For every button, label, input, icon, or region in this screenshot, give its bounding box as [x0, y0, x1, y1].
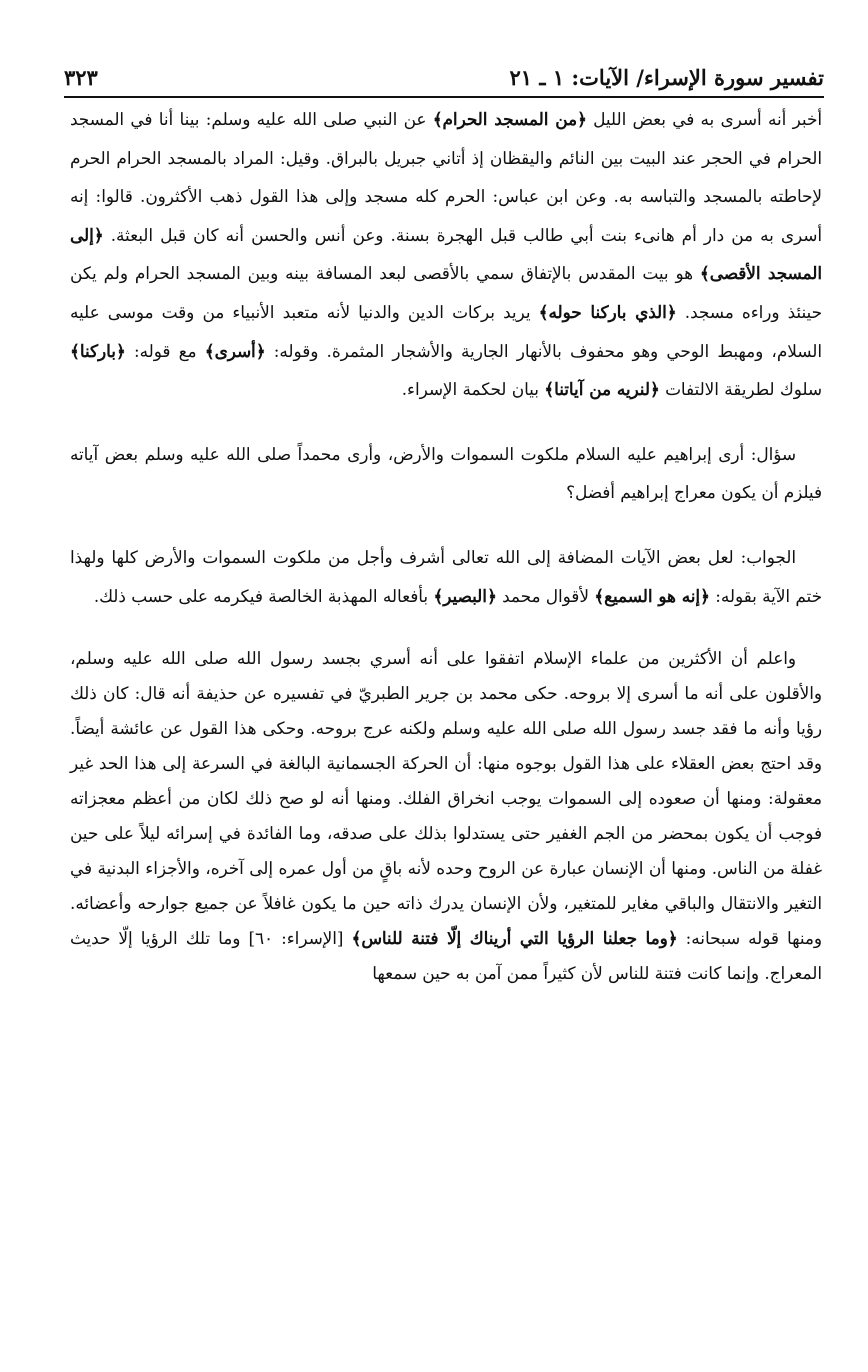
text-segment: بيان لحكمة الإسراء.	[401, 379, 545, 400]
text-segment: عن النبي صلى الله عليه وسلم: بينا أنا في المسجد الحرام في الحجر عند البيت بين النائم واليقظان إذ أتاني جبريل بالبراق. وقيل: المراد بالمسجد الحرام الحرم لإحاطته بالمسجد والتباسه به. وعن ابن عباس: الحرم كله مسجد وإلى هذا القول ذهب الأكثرون. قالوا: إنه أسرى به من دار أم هانىء بنت أبي طالب قبل الهجرة بسنة. وعن أنس والحسن أنه كان قبل البعثة.	[70, 109, 822, 245]
quran-quote: ﴿إنه هو السميع﴾	[594, 585, 710, 606]
text-segment: سؤال: أرى إبراهيم عليه السلام ملكوت السموات والأرض، وأرى محمداً صلى الله عليه وسلم بعض آياته فيلزم أن يكون معراج إبراهيم أفضل؟	[70, 443, 822, 503]
paragraph-answer	[70, 538, 822, 615]
quran-quote: ﴿الذي باركنا حوله﴾	[538, 301, 677, 322]
text-segment: واعلم أن الأكثرين من علماء الإسلام اتفقوا على أنه أسري بجسد رسول الله صلى الله عليه وسلم، والأقلون على أنه ما أسرى إلا بروحه. حكى محمد بن جرير الطبريّ في تفسيره عن حذيفة أنه قال: كان ذلك رؤيا وأنه ما فقد جسد رسول الله صلى الله عليه وسلم ولكنه عرج بروحه. وحكى هذا القول عن عائشة أيضاً. وقد احتج بعض العقلاء على هذا القول بوجوه منها: أن الحركة الجسمانية البالغة في السرعة إلى هذا الحد غير معقولة: ومنها أن صعوده إلى السموات يوجب انخراق الفلك. ومنها أنه لو صح ذلك لكان من أعظم معجزاته فوجب أن يكون بمحضر من الجم الغفير حتى يستدلوا بذلك على صدقه، وما الفائدة في إسرائه ليلاً على حين غفلة من الناس. ومنها أن الإنسان عبارة عن الروح وحده لأنه باقٍ من أول عمره إلى آخره، والأجزاء البدنية في التغير والانتقال والباقي مغاير للمتغير، ولأن الإنسان يدرك ذاته حين ما يكون غافلاً عن جميع جوارحه وأعضائه. ومنها قوله سبحانه:	[70, 648, 823, 949]
text-segment: سلوك لطريقة الالتفات	[659, 379, 822, 400]
text-segment: بأفعاله المهذبة الخالصة فيكرمه على حسب ذلك.	[93, 585, 434, 606]
paragraph-question	[70, 435, 822, 512]
quran-quote: ﴿إلى المسجد الأقصى﴾	[70, 224, 822, 284]
text-segment: الجواب: لعل بعض الآيات المضافة إلى الله تعالى أشرف وأجل من ملكوت السموات والأرض كلها ولهذا ختم الآية بقوله:	[70, 546, 822, 606]
running-title: تفسير سورة الإسراء/ الآيات: ١ ـ ٢١	[509, 65, 824, 90]
page-header	[64, 54, 824, 98]
paragraph-isra-commentary	[70, 100, 822, 409]
text-segment: لأقوال محمد	[496, 585, 595, 606]
text-segment: [الإسراء: ٦٠] وما تلك الرؤيا إلّا حديث المعراج. وإنما كانت فتنة للناس لأن كثيراً ممن آمن به حين سمعها	[70, 928, 822, 984]
paragraph-scholars-opinion	[70, 641, 822, 991]
page-body	[70, 100, 822, 991]
quran-quote: ﴿باركنا﴾	[70, 340, 126, 361]
text-segment: هو بيت المقدس بالإتفاق سمي بالأقصى لبعد المسافة بينه وبين المسجد الحرام ولم يكن حينئذ وراءه مسجد.	[70, 263, 822, 322]
page-number: ٣٢٣	[64, 65, 98, 90]
quran-quote: ﴿أسرى﴾	[204, 340, 266, 361]
quran-quote: ﴿من المسجد الحرام﴾	[432, 109, 587, 129]
quran-quote: ﴿وما جعلنا الرؤيا التي أريناك إلّا فتنة للناس﴾	[351, 928, 678, 949]
text-segment: يريد بركات الدين والدنيا لأنه متعبد الأنبياء من وقت موسى عليه السلام، ومهبط الوحي وهو محفوف بالأنهار الجارية والأشجار المثمرة. وقوله:	[70, 301, 822, 361]
text-segment: مع قوله:	[125, 340, 205, 361]
quran-quote: ﴿لنريه من آياتنا﴾	[544, 379, 660, 400]
text-segment: أخبر أنه أسرى به في بعض الليل	[586, 109, 822, 129]
quran-quote: ﴿البصير﴾	[433, 585, 497, 606]
